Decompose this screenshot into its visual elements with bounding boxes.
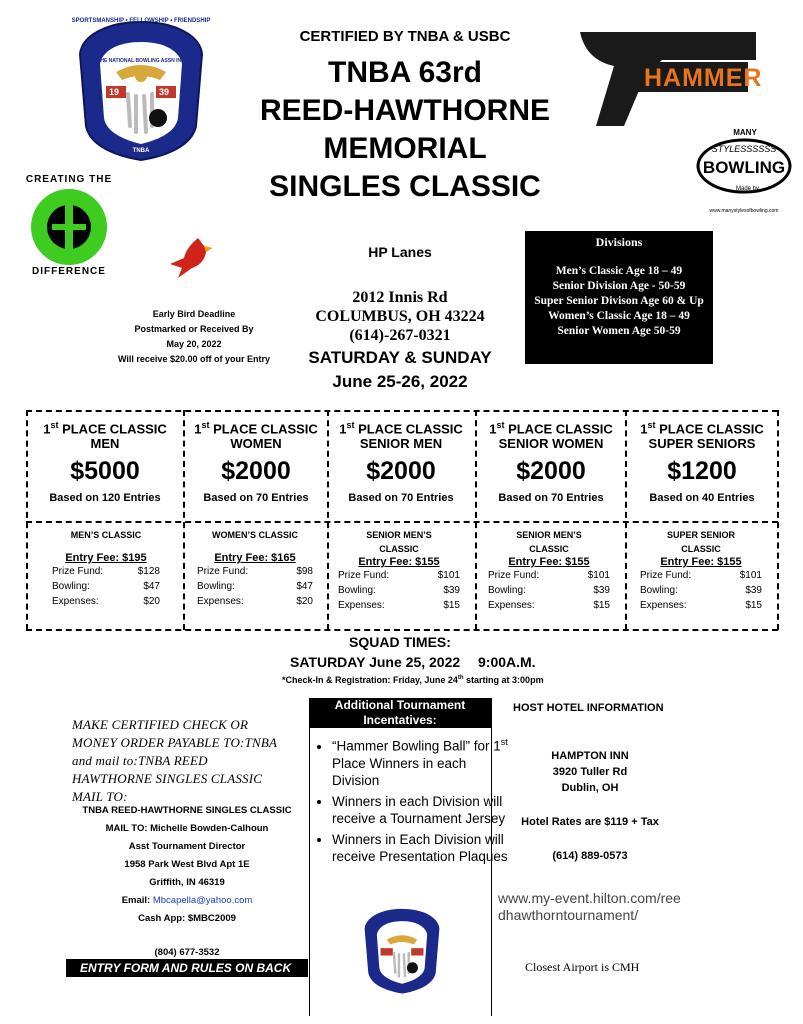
incentive-item — [332, 793, 508, 827]
payment-phone: (804) 677-3532 — [154, 947, 220, 958]
prize-title-text: PLACE CLASSIC SENIOR MEN — [354, 421, 463, 452]
entry-form-banner — [66, 959, 308, 977]
many-url-text: www.manystylesofbowling.com — [709, 208, 779, 214]
prize-place: 1 — [489, 421, 497, 437]
fee-title: SUPER SENIOR CLASSIC — [666, 530, 735, 554]
grid-col-border — [327, 410, 329, 630]
grid-col-border — [183, 410, 185, 630]
fee-label: Expenses: — [488, 600, 535, 611]
fee-row-bowling — [640, 583, 762, 598]
fee-label: Bowling: — [52, 581, 90, 592]
fee-label: Prize Fund: — [488, 570, 540, 581]
fee-entry: Entry Fee: $155 — [358, 556, 440, 568]
fee-row-prize — [52, 564, 160, 579]
fee-value: $39 — [745, 585, 762, 596]
hotel-city: Dublin, OH — [561, 782, 619, 794]
incentive-text: “Hammer Bowling Ball” for 1 — [332, 738, 501, 754]
fee-title: SENIOR MEN’S CLASSIC — [516, 530, 582, 554]
hotel-phone: (614) 889-0573 — [552, 850, 628, 862]
fee-value: $20 — [143, 596, 160, 607]
early-bird-line-4: Will receive $20.00 off of your Entry — [118, 354, 270, 364]
prize-title — [334, 418, 468, 451]
certified-line: CERTIFIED BY TNBA & USBC — [299, 28, 511, 45]
mail-line: MAIL TO: Michelle Bowden-Calhoun — [105, 823, 269, 834]
fee-row-bowling — [197, 579, 313, 594]
fee-title: MEN’S CLASSIC — [70, 530, 142, 540]
hotel-info — [500, 748, 680, 864]
fee-label: Bowling: — [640, 585, 678, 596]
division-item: Senior Division Age - 50-59 — [552, 280, 686, 292]
mail-line: 1958 Park West Blvd Apt 1E — [124, 859, 250, 870]
prize-amount: $2000 — [516, 457, 586, 486]
venue-street: 2012 Innis Rd — [352, 289, 448, 306]
hotel-title: HOST HOTEL INFORMATION — [513, 702, 664, 714]
fee-title: SENIOR MEN’S CLASSIC — [366, 530, 432, 554]
incentives-title — [309, 698, 491, 728]
venue-phone: (614)-267-0321 — [349, 327, 451, 344]
squad-date: SATURDAY June 25, 2022 — [290, 654, 461, 670]
payment-line: MAIL TO: — [72, 789, 128, 804]
prize-note: Based on 120 Entries — [49, 492, 161, 505]
payment-line: and mail to:TNBA REED — [72, 753, 208, 768]
checkin-sup: th — [457, 675, 464, 681]
incentive-text: Winners in each Division will receive a Tournament Jersey — [332, 793, 506, 826]
fee-row-bowling — [488, 583, 610, 598]
early-bird-note — [104, 307, 284, 367]
hotel-street: 3920 Tuller Rd — [552, 766, 628, 778]
prize-cell-senior-women — [480, 418, 622, 504]
fee-value: $20 — [296, 596, 313, 607]
fee-value: $101 — [739, 570, 762, 581]
prize-place-sup: st — [201, 420, 210, 430]
fee-cell-women — [197, 528, 313, 609]
prize-place-sup: st — [346, 420, 355, 430]
fee-entry: Entry Fee: $155 — [660, 556, 742, 568]
fee-row-prize — [338, 568, 460, 583]
checkin-text: *Check-In & Registration: Friday, June 24 — [282, 675, 458, 685]
incentives-title-line: Additional Tournament — [334, 698, 466, 712]
fee-label: Bowling: — [338, 585, 376, 596]
venue-name: HP Lanes — [368, 244, 432, 260]
fee-row-prize — [488, 568, 610, 583]
division-item: Senior Women Age 50-59 — [557, 325, 681, 337]
prize-title — [187, 418, 325, 451]
prize-amount: $5000 — [70, 457, 140, 486]
squad-title: SQUAD TIMES: — [349, 634, 451, 650]
tnba-bottom-text: TNBA — [132, 148, 150, 154]
fee-value: $15 — [443, 600, 460, 611]
fee-cell-super-senior — [640, 528, 762, 613]
email-line — [68, 892, 306, 910]
payment-instructions — [72, 716, 312, 806]
many-top-text: MANY — [733, 128, 757, 137]
fee-value: $101 — [437, 570, 460, 581]
title-line-3: MEMORIAL — [323, 132, 487, 165]
prize-amount: $2000 — [366, 457, 436, 486]
fee-title: WOMEN’S CLASSIC — [211, 530, 298, 540]
cardinal-bird-icon — [168, 234, 218, 280]
venue-address — [280, 288, 520, 345]
fee-value: $15 — [593, 600, 610, 611]
early-bird-line-2: Postmarked or Received By — [134, 324, 254, 334]
incentives-column-left-border — [309, 698, 310, 1016]
fee-label: Expenses: — [640, 600, 687, 611]
fee-label: Expenses: — [338, 600, 385, 611]
fee-row-expenses — [197, 594, 313, 609]
mail-line: Griffith, IN 46319 — [149, 877, 225, 888]
fee-row-expenses — [488, 598, 610, 613]
hammer-text: HAMMER — [644, 64, 763, 92]
prize-cell-senior-men — [334, 418, 468, 504]
incentive-text-post: Place Winners in each Division — [332, 755, 467, 788]
fee-cell-senior-men — [338, 528, 460, 613]
fee-value: $15 — [745, 600, 762, 611]
many-styles-logo — [692, 128, 796, 220]
fee-label: Bowling: — [197, 581, 235, 592]
fee-row-prize — [197, 564, 313, 579]
closest-airport: Closest Airport is CMH — [525, 960, 640, 974]
grid-top-border — [26, 410, 778, 412]
many-madeby-text: Made by — [736, 186, 760, 192]
event-days: SATURDAY & SUNDAY — [308, 348, 492, 367]
fee-label: Expenses: — [197, 596, 244, 607]
tnba-ring-text: SPORTSMANSHIP • FELLOWSHIP • FRIENDSHIP — [71, 18, 211, 24]
mail-line: Asst Tournament Director — [128, 841, 246, 852]
division-item: Super Senior Divison Age 60 & Up — [534, 295, 704, 307]
fee-row-prize — [640, 568, 762, 583]
prize-place: 1 — [43, 421, 51, 437]
entry-form-text: ENTRY FORM AND RULES ON BACK — [80, 961, 292, 975]
early-bird-line-3: May 20, 2022 — [166, 339, 222, 349]
venue-city: COLUMBUS, OH 43224 — [315, 308, 485, 325]
prize-place-sup: st — [496, 420, 505, 430]
tnba-year-right: 39 — [159, 87, 170, 97]
squad-checkin — [282, 675, 544, 685]
prize-cell-men — [30, 418, 180, 504]
creating-top-text: CREATING THE — [25, 174, 113, 185]
fee-label: Prize Fund: — [640, 570, 692, 581]
many-bowling-text: BOWLING — [702, 158, 786, 177]
fee-row-expenses — [52, 594, 160, 609]
payment-line: MONEY ORDER PAYABLE TO:TNBA — [72, 735, 278, 750]
fee-cell-senior-women — [488, 528, 610, 613]
prize-cell-super-seniors — [630, 418, 774, 504]
fee-row-expenses — [338, 598, 460, 613]
prize-place: 1 — [339, 421, 347, 437]
fee-label: Prize Fund: — [52, 566, 104, 577]
squad-time: 9:00A.M. — [478, 654, 536, 670]
mail-line: TNBA REED-HAWTHORNE SINGLES CLASSIC — [82, 805, 292, 816]
title-line-4: SINGLES CLASSIC — [269, 170, 541, 203]
checkin-text-post: starting at 3:00pm — [463, 675, 544, 685]
incentive-item — [332, 831, 508, 865]
hotel-url-wrap — [498, 890, 688, 924]
creating-bottom-text: DIFFERENCE — [32, 266, 106, 277]
prize-place-sup: st — [647, 420, 656, 430]
grid-bottom-border — [26, 629, 778, 631]
prize-place: 1 — [640, 421, 648, 437]
creating-difference-logo — [14, 172, 124, 282]
fee-entry: Entry Fee: $165 — [214, 552, 296, 564]
email-link[interactable]: Mbcapella@yahoo.com — [152, 895, 253, 906]
prize-note: Based on 70 Entries — [348, 492, 454, 505]
hotel-rates: Hotel Rates are $119 + Tax — [521, 816, 659, 828]
prize-amount: $2000 — [221, 457, 291, 486]
tnba-logo-small — [356, 904, 448, 996]
prize-note: Based on 70 Entries — [498, 492, 604, 505]
divisions-title: Divisions — [595, 235, 643, 249]
prize-title-text: PLACE CLASSIC WOMEN — [209, 421, 318, 452]
incentive-sup: st — [500, 737, 508, 747]
fee-label: Bowling: — [488, 585, 526, 596]
hammer-logo — [566, 22, 766, 132]
prize-place-sup: st — [50, 420, 59, 430]
payment-line: HAWTHORNE SINGLES CLASSIC — [72, 771, 263, 786]
title-line-2: REED-HAWTHORNE — [260, 94, 550, 127]
fee-value: $47 — [296, 581, 313, 592]
incentive-item — [332, 734, 508, 789]
prize-title — [480, 418, 622, 451]
event-dates: June 25-26, 2022 — [332, 372, 468, 391]
fee-value: $101 — [587, 570, 610, 581]
early-bird-line-1: Early Bird Deadline — [152, 309, 236, 319]
prize-title — [630, 418, 774, 451]
fee-value: $47 — [143, 581, 160, 592]
prize-title-text: PLACE CLASSIC SENIOR WOMEN — [498, 421, 613, 452]
prize-note: Based on 70 Entries — [203, 492, 309, 505]
hotel-booking-link[interactable]: www.my-event.hilton.com/reedhawthorntournament/ — [498, 890, 681, 923]
payment-line: MAKE CERTIFIED CHECK OR — [72, 717, 249, 732]
fee-value: $128 — [137, 566, 160, 577]
prize-title-text: PLACE CLASSIC MEN — [58, 421, 167, 452]
division-item: Women’s Classic Age 18 – 49 — [548, 310, 690, 322]
event-title — [230, 54, 580, 206]
fee-row-bowling — [52, 579, 160, 594]
grid-col-border — [26, 410, 28, 630]
fee-entry: Entry Fee: $155 — [508, 556, 590, 568]
divisions-box — [525, 231, 713, 364]
grid-col-border — [475, 410, 477, 630]
prize-title — [30, 418, 180, 451]
many-styles-text: STYLESSSSSS — [711, 144, 777, 154]
prize-title-text: PLACE CLASSIC SUPER SENIORS — [648, 421, 764, 452]
hotel-name: HAMPTON INN — [551, 750, 629, 762]
division-item: Men’s Classic Age 18 – 49 — [555, 265, 683, 277]
fee-row-bowling — [338, 583, 460, 598]
grid-col-border — [625, 410, 627, 630]
fee-entry: Entry Fee: $195 — [65, 552, 147, 564]
tnba-logo — [66, 14, 216, 164]
prize-amount: $1200 — [667, 457, 737, 486]
email-label: Email: — [121, 895, 151, 906]
incentives-title-line: Incentatives: — [363, 713, 437, 727]
fee-value: $39 — [593, 585, 610, 596]
cashapp-line: Cash App: $MBC2009 — [138, 913, 236, 924]
fee-label: Expenses: — [52, 596, 99, 607]
fee-label: Prize Fund: — [197, 566, 249, 577]
prize-place: 1 — [194, 421, 202, 437]
prize-note: Based on 40 Entries — [649, 492, 755, 505]
fee-row-expenses — [640, 598, 762, 613]
fee-value: $98 — [296, 566, 313, 577]
tnba-year-left: 19 — [109, 87, 120, 97]
fee-label: Prize Fund: — [338, 570, 390, 581]
fee-value: $39 — [443, 585, 460, 596]
title-line-1: TNBA 63rd — [328, 56, 482, 89]
grid-mid-border — [26, 521, 778, 523]
fee-cell-men — [52, 528, 160, 609]
grid-col-border — [777, 410, 779, 630]
prize-cell-women — [187, 418, 325, 504]
incentives-list — [312, 734, 508, 869]
incentive-text: Winners in Each Division will receive Presentation Plaques — [332, 831, 508, 864]
mailing-address — [68, 802, 306, 962]
tnba-inner-text: THE NATIONAL BOWLING ASSN INC — [97, 58, 185, 64]
